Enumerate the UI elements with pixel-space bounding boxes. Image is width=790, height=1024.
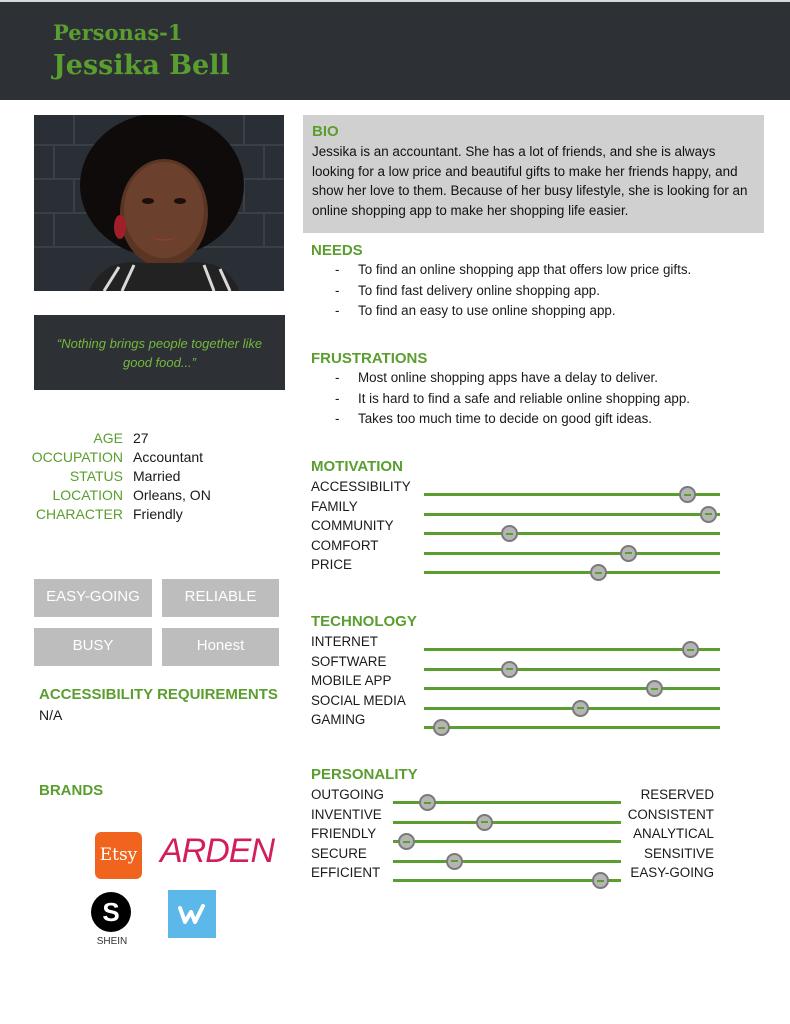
slider-track bbox=[424, 571, 720, 574]
persona-subtitle: Personas-1 bbox=[53, 20, 183, 45]
slider-knob bbox=[446, 853, 463, 870]
slider-label: COMFORT bbox=[311, 537, 379, 553]
slider-knob bbox=[476, 814, 493, 831]
slider-label: SOCIAL MEDIA bbox=[311, 692, 406, 708]
slider-track bbox=[424, 552, 720, 555]
slider-right-label: ANALYTICAL bbox=[633, 826, 714, 841]
slider-left-label: EFFICIENT bbox=[311, 865, 381, 880]
fact-value: 27 bbox=[133, 430, 149, 446]
slider-knob bbox=[572, 700, 589, 717]
fact-value: Accountant bbox=[133, 449, 204, 465]
slider-label: ACCESSIBILITY bbox=[311, 479, 411, 494]
bio-title: BIO bbox=[312, 123, 339, 140]
list-item-text: To find an online shopping app that offers low price gifts. bbox=[358, 262, 692, 277]
fact-age bbox=[30, 430, 211, 449]
slider-track bbox=[424, 513, 720, 516]
list-item: - Takes too much time to decide on good gift ideas. bbox=[335, 411, 690, 432]
slider-knob bbox=[700, 506, 717, 523]
slider-label: MOBILE APP bbox=[311, 673, 392, 688]
needs-title: NEEDS bbox=[311, 242, 363, 259]
accessibility-value: N/A bbox=[39, 707, 63, 723]
slider-label: FAMILY bbox=[311, 498, 358, 514]
slider-track bbox=[424, 532, 720, 535]
frustrations-list bbox=[335, 370, 690, 432]
slider-label: GAMING bbox=[311, 712, 366, 727]
slider-track bbox=[424, 687, 720, 690]
list-item-text: Most online shopping apps have a delay to deliver. bbox=[358, 370, 659, 385]
list-item-text: Takes too much time to decide on good gift ideas. bbox=[358, 411, 653, 426]
fact-occupation bbox=[30, 449, 211, 468]
slider-knob bbox=[646, 680, 663, 697]
persona-photo bbox=[34, 115, 284, 291]
list-item: - To find an online shopping app that offers low price gifts. bbox=[335, 262, 691, 283]
technology-title: TECHNOLOGY bbox=[311, 613, 417, 630]
page-header bbox=[0, 0, 790, 100]
list-item: - It is hard to find a safe and reliable online shopping app. bbox=[335, 391, 690, 412]
slider-knob bbox=[592, 872, 609, 889]
slider-knob bbox=[590, 564, 607, 581]
fact-label: STATUS bbox=[69, 468, 123, 484]
slider-right-label: EASY-GOING bbox=[630, 865, 714, 880]
persona-quote: “Nothing brings people together like good food...” bbox=[34, 315, 285, 390]
slider-track bbox=[424, 648, 720, 651]
list-item-text: To find an easy to use online shopping app. bbox=[358, 303, 616, 318]
slider-knob bbox=[419, 794, 436, 811]
trait-tag: Honest bbox=[162, 628, 279, 666]
personality-title: PERSONALITY bbox=[311, 766, 418, 783]
slider-track bbox=[393, 821, 621, 824]
slider-knob bbox=[501, 661, 518, 678]
etsy-logo: Etsy bbox=[95, 832, 142, 879]
slider-label: COMMUNITY bbox=[311, 518, 394, 533]
slider-label: SOFTWARE bbox=[311, 653, 387, 669]
bio-text: Jessika is an accountant. She has a lot of friends, and she is always looking for a low price and beautiful gifts to make her friends happy, and show her love to them. Because of her busy lifestyle, she is looking for an online shopping app to make her shopping life easier. bbox=[312, 144, 748, 218]
motivation-title: MOTIVATION bbox=[311, 458, 403, 475]
slider-right-label: SENSITIVE bbox=[644, 845, 714, 861]
persona-name: Jessika Bell bbox=[53, 50, 230, 81]
slider-track bbox=[393, 860, 621, 863]
slider-knob bbox=[620, 545, 637, 562]
slider-left-label: OUTGOING bbox=[311, 787, 384, 802]
slider-knob bbox=[679, 486, 696, 503]
slider-left-label: FRIENDLY bbox=[311, 826, 377, 841]
trait-tag: RELIABLE bbox=[162, 579, 279, 617]
accessibility-title: ACCESSIBILITY REQUIREMENTS bbox=[39, 686, 278, 703]
trait-tag: BUSY bbox=[34, 628, 152, 666]
bio-section bbox=[303, 115, 764, 233]
fact-label: CHARACTER bbox=[35, 506, 123, 522]
slider-track bbox=[424, 668, 720, 671]
fact-value: Orleans, ON bbox=[133, 487, 211, 503]
fact-value: Friendly bbox=[133, 506, 183, 522]
list-item-text: To find fast delivery online shopping app. bbox=[358, 282, 600, 298]
slider-left-label: INVENTIVE bbox=[311, 806, 382, 822]
list-item: - To find an easy to use online shopping app. bbox=[335, 303, 691, 324]
fact-location bbox=[30, 487, 211, 506]
list-item: - To find fast delivery online shopping app. bbox=[335, 283, 691, 304]
fact-label: OCCUPATION bbox=[31, 449, 123, 465]
fact-status bbox=[30, 468, 211, 487]
list-item: - Most online shopping apps have a delay to deliver. bbox=[335, 370, 690, 391]
slider-track bbox=[393, 840, 621, 843]
shein-logo: S bbox=[91, 892, 131, 932]
list-item-text: It is hard to find a safe and reliable online shopping app. bbox=[358, 390, 691, 406]
slider-track bbox=[424, 493, 720, 496]
slider-knob bbox=[433, 719, 450, 736]
brands-title: BRANDS bbox=[39, 782, 104, 799]
slider-track bbox=[393, 879, 621, 882]
needs-list bbox=[335, 262, 691, 324]
shein-label: SHEIN bbox=[96, 936, 128, 947]
slider-label: INTERNET bbox=[311, 634, 378, 649]
slider-right-label: RESERVED bbox=[640, 787, 714, 802]
wish-w-icon bbox=[168, 890, 216, 938]
arden-logo: ARDEN bbox=[160, 832, 275, 870]
wish-logo bbox=[168, 890, 216, 938]
fact-value: Married bbox=[133, 468, 181, 484]
frustrations-title: FRUSTRATIONS bbox=[311, 350, 428, 367]
fact-label: AGE bbox=[93, 430, 123, 446]
slider-knob bbox=[398, 833, 415, 850]
slider-track bbox=[424, 726, 720, 729]
persona-facts bbox=[30, 430, 211, 525]
slider-right-label: CONSISTENT bbox=[627, 806, 714, 822]
fact-character bbox=[30, 506, 211, 525]
fact-label: LOCATION bbox=[52, 487, 123, 503]
slider-knob bbox=[501, 525, 518, 542]
trait-tag: EASY-GOING bbox=[34, 579, 152, 617]
slider-knob bbox=[682, 641, 699, 658]
slider-label: PRICE bbox=[311, 557, 352, 572]
slider-left-label: SECURE bbox=[311, 845, 367, 861]
